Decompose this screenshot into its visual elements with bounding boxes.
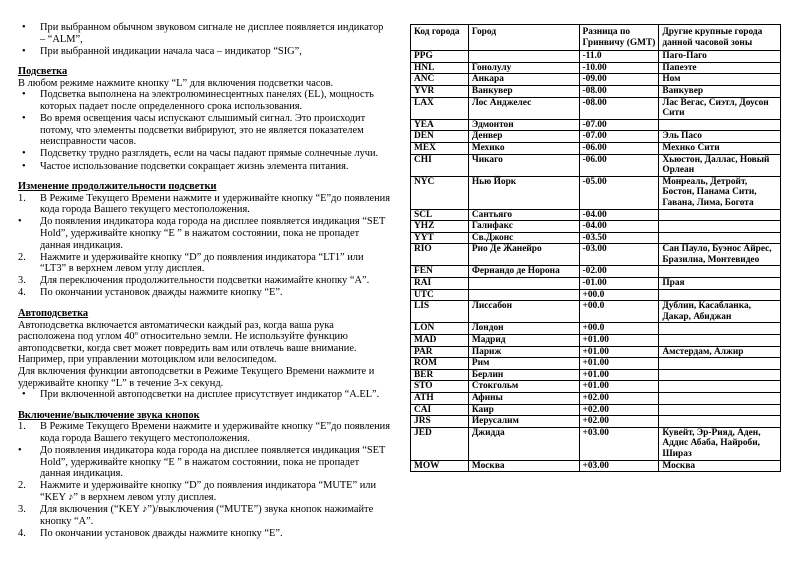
cell-city xyxy=(468,51,579,63)
cell-other-cities: Амстердам, Алжир xyxy=(659,346,781,358)
table-row xyxy=(411,131,781,143)
paragraph: В любом режиме нажмите кнопку “L” для включения подсветки часов. xyxy=(18,77,334,89)
cell-city-code: RAI xyxy=(411,278,469,290)
cell-city-code: PPG xyxy=(411,51,469,63)
section-heading-duration: Изменение продолжительности подсветки xyxy=(18,181,217,193)
cell-other-cities xyxy=(659,335,781,347)
table-row xyxy=(411,369,781,381)
step-text: До появления индикатора кода города на дисплее появляется индикация “SET Hold”, удерживайте кнопку “E ” в нажатом состоянии, пока не пропадет данная индикация. xyxy=(40,216,386,251)
cell-city-code: ROM xyxy=(411,358,469,370)
cell-city-code: FEN xyxy=(411,266,469,278)
cell-other-cities xyxy=(659,221,781,233)
step-text: По окончании установок дважды нажмите кнопку “E”. xyxy=(40,527,283,539)
list-item xyxy=(18,421,390,444)
cell-other-cities: Москва xyxy=(659,460,781,472)
step-number: 4. xyxy=(18,287,26,299)
cell-gmt-offset: +02.00 xyxy=(579,404,659,416)
intro-bullet-list xyxy=(18,22,390,57)
cell-gmt-offset: +00.0 xyxy=(579,323,659,335)
cell-city: Фернандо де Норона xyxy=(468,266,579,278)
cell-city-code: ATH xyxy=(411,393,469,405)
cell-gmt-offset: -07.00 xyxy=(579,119,659,131)
table-row xyxy=(411,176,781,209)
cell-city-code: MOW xyxy=(411,460,469,472)
cell-gmt-offset: -06.00 xyxy=(579,154,659,176)
table-row xyxy=(411,404,781,416)
cell-city xyxy=(468,289,579,301)
duration-step-list xyxy=(18,193,390,299)
cell-other-cities: Эль Пасо xyxy=(659,131,781,143)
cell-gmt-offset: +01.00 xyxy=(579,369,659,381)
cell-city: Св.Джонс xyxy=(468,232,579,244)
table-row xyxy=(411,266,781,278)
table-row xyxy=(411,278,781,290)
table-row xyxy=(411,289,781,301)
cell-city-code: PAR xyxy=(411,346,469,358)
cell-city-code: YYT xyxy=(411,232,469,244)
cell-city-code: LON xyxy=(411,323,469,335)
step-number: 1. xyxy=(18,421,26,433)
cell-other-cities xyxy=(659,416,781,428)
cell-city: Нью Йорк xyxy=(468,176,579,209)
cell-city-code: BER xyxy=(411,369,469,381)
table-row xyxy=(411,358,781,370)
list-item: • Во время освещения часы испускают слышимый сигнал. Это происходит потому, что элементы подсветки вибрируют, это не является показателем неисправности часов. xyxy=(18,113,390,148)
cell-gmt-offset: +01.00 xyxy=(579,381,659,393)
cell-city: Эдмонтон xyxy=(468,119,579,131)
cell-city: Гонолулу xyxy=(468,62,579,74)
cell-gmt-offset: -01.00 xyxy=(579,278,659,290)
cell-gmt-offset: +00.0 xyxy=(579,289,659,301)
cell-gmt-offset: -07.00 xyxy=(579,131,659,143)
cell-other-cities xyxy=(659,289,781,301)
list-item xyxy=(18,528,390,540)
table-row xyxy=(411,119,781,131)
cell-gmt-offset: +03.00 xyxy=(579,460,659,472)
list-item xyxy=(18,252,390,275)
table-row xyxy=(411,97,781,119)
section-heading-backlight: Подсветка xyxy=(18,66,68,78)
cell-city-code: RIO xyxy=(411,244,469,266)
cell-city: Париж xyxy=(468,346,579,358)
list-item xyxy=(18,216,390,251)
list-item: • При выбранном обычном звуковом сигнале не дисплее появляется индикатор – “ALM”, xyxy=(18,22,390,45)
cell-other-cities xyxy=(659,209,781,221)
table-row xyxy=(411,323,781,335)
cell-city-code: JED xyxy=(411,427,469,460)
cell-city: Каир xyxy=(468,404,579,416)
paragraph: Автоподсветка включается автоматически каждый раз, когда ваша рука расположена под углом 40º относительно земли. Не используйте функцию автоподсветки, когда свет может повредить вам или отвлечь ваше внимание. xyxy=(18,319,357,354)
cell-gmt-offset: +01.00 xyxy=(579,346,659,358)
cell-other-cities: Дублин, Касабланка, Дакар, Абиджан xyxy=(659,301,781,323)
table-row xyxy=(411,346,781,358)
cell-gmt-offset: -04.00 xyxy=(579,221,659,233)
cell-city: Чикаго xyxy=(468,154,579,176)
step-number: • xyxy=(18,216,22,228)
paragraph: Для включения функции автоподсветки в Режиме Текущего Времени нажмите и удерживайте кнопку “L” в течение 3-х секунд. xyxy=(18,366,375,389)
cell-other-cities: Прая xyxy=(659,278,781,290)
cell-city-code: YVR xyxy=(411,85,469,97)
auto-bullet-list xyxy=(18,389,390,401)
backlight-bullet-list xyxy=(18,89,390,172)
cell-other-cities xyxy=(659,232,781,244)
cell-gmt-offset: -03.00 xyxy=(579,244,659,266)
cell-gmt-offset: -08.00 xyxy=(579,85,659,97)
cell-city-code: MEX xyxy=(411,142,469,154)
table-row xyxy=(411,381,781,393)
cell-gmt-offset: -10.00 xyxy=(579,62,659,74)
cell-city: Иерусалим xyxy=(468,416,579,428)
cell-city: Берлин xyxy=(468,369,579,381)
step-number: 3. xyxy=(18,504,26,516)
cell-other-cities xyxy=(659,393,781,405)
step-text: Для переключения продолжительности подсветки нажимайте кнопку “A”. xyxy=(40,275,370,287)
cell-city-code: LAX xyxy=(411,97,469,119)
cell-gmt-offset: +02.00 xyxy=(579,393,659,405)
cell-gmt-offset: -06.00 xyxy=(579,142,659,154)
paragraph: Например, при управлении мотоциклом или велосипедом. xyxy=(18,354,277,366)
cell-gmt-offset: -02.00 xyxy=(579,266,659,278)
cell-city-code: ANC xyxy=(411,74,469,86)
step-number: 3. xyxy=(18,275,26,287)
list-item: • При включенной автоподсветки на дисплее присутствует индикатор “A.EL”. xyxy=(18,389,390,401)
cell-other-cities xyxy=(659,266,781,278)
cell-other-cities xyxy=(659,119,781,131)
cell-other-cities: Лас Вегас, Сиэтл, Доусон Сити xyxy=(659,97,781,119)
step-text: В Режиме Текущего Времени нажмите и удерживайте кнопку “E”до появления кода города Вашего текущего местоположения. xyxy=(40,421,390,444)
step-number: 2. xyxy=(18,251,26,263)
list-item xyxy=(18,504,390,527)
step-text: До появления индикатора кода города на дисплее появляется индикация “SET Hold”, удерживайте кнопку “E ” в нажатом состоянии, пока не пропадет данная индикация. xyxy=(40,445,386,480)
cell-city: Анкара xyxy=(468,74,579,86)
cell-city: Мадрид xyxy=(468,335,579,347)
cell-other-cities xyxy=(659,358,781,370)
cell-city-code: SCL xyxy=(411,209,469,221)
cell-other-cities xyxy=(659,323,781,335)
cell-city: Галифакс xyxy=(468,221,579,233)
header-other-cities: Другие крупные города данной часовой зоны xyxy=(659,25,781,51)
cell-city-code: DEN xyxy=(411,131,469,143)
cell-other-cities: Кувейт, Эр-Рияд, Аден, Аддис Абаба, Найроби, Шираз xyxy=(659,427,781,460)
list-item xyxy=(18,193,390,216)
table-row xyxy=(411,221,781,233)
cell-city-code: CHI xyxy=(411,154,469,176)
cell-gmt-offset: +00.0 xyxy=(579,301,659,323)
step-number: 1. xyxy=(18,192,26,204)
cell-other-cities xyxy=(659,381,781,393)
cell-city-code: YHZ xyxy=(411,221,469,233)
table-row xyxy=(411,416,781,428)
cell-city: Афины xyxy=(468,393,579,405)
cell-city: Лос Анджелес xyxy=(468,97,579,119)
cell-city-code: LIS xyxy=(411,301,469,323)
cell-city: Джидда xyxy=(468,427,579,460)
list-item xyxy=(18,480,390,503)
left-column xyxy=(18,22,390,540)
cell-gmt-offset: +03.00 xyxy=(579,427,659,460)
cell-other-cities: Папеэте xyxy=(659,62,781,74)
cell-city-code: NYC xyxy=(411,176,469,209)
cell-city-code: UTC xyxy=(411,289,469,301)
cell-other-cities: Сан Пауло, Буэнос Айрес, Бразилиа, Монтевидео xyxy=(659,244,781,266)
right-column xyxy=(410,24,781,472)
cell-gmt-offset: +02.00 xyxy=(579,416,659,428)
cell-gmt-offset: -04.00 xyxy=(579,209,659,221)
section-heading-auto: Автоподсветка xyxy=(18,308,89,320)
cell-city-code: CAI xyxy=(411,404,469,416)
table-body xyxy=(411,51,781,472)
cell-other-cities: Паго-Паго xyxy=(659,51,781,63)
step-text: По окончании установок дважды нажмите кнопку “E”. xyxy=(40,287,283,299)
table-row xyxy=(411,51,781,63)
cell-city: Денвер xyxy=(468,131,579,143)
step-number: 2. xyxy=(18,480,26,492)
cell-other-cities: Хьюстон, Даллас, Новый Орлеан xyxy=(659,154,781,176)
table-row xyxy=(411,301,781,323)
step-number: 4. xyxy=(18,527,26,539)
table-row xyxy=(411,335,781,347)
cell-city: Рио Де Жанейро xyxy=(468,244,579,266)
cell-gmt-offset: -11.0 xyxy=(579,51,659,63)
list-item: • Подсветку трудно разглядеть, если на часы падают прямые солнечные лучи. xyxy=(18,148,390,160)
step-text: В Режиме Текущего Времени нажмите и удерживайте кнопку “E”до появления кода города Вашего текущего местоположения. xyxy=(40,192,390,216)
cell-city-code: JRS xyxy=(411,416,469,428)
table-header-row xyxy=(411,25,781,51)
cell-city: Лондон xyxy=(468,323,579,335)
sound-step-list xyxy=(18,421,390,539)
table-row xyxy=(411,209,781,221)
list-item xyxy=(18,445,390,480)
cell-city-code: HNL xyxy=(411,62,469,74)
cell-other-cities: Ном xyxy=(659,74,781,86)
list-item xyxy=(18,275,390,287)
header-city-code: Код города xyxy=(411,25,469,51)
cell-gmt-offset: -08.00 xyxy=(579,97,659,119)
cell-gmt-offset: -09.00 xyxy=(579,74,659,86)
cell-gmt-offset: +01.00 xyxy=(579,358,659,370)
table-row xyxy=(411,74,781,86)
step-text: Для включения (“KEY ♪”)/выключения (“MUTE”) звука кнопок нажимайте кнопку “A”. xyxy=(40,504,374,527)
table-row xyxy=(411,427,781,460)
step-number: • xyxy=(18,445,22,457)
city-code-table xyxy=(410,24,781,472)
table-row xyxy=(411,393,781,405)
table-row xyxy=(411,232,781,244)
cell-city: Москва xyxy=(468,460,579,472)
cell-city-code: STO xyxy=(411,381,469,393)
cell-gmt-offset: -05.00 xyxy=(579,176,659,209)
header-gmt-offset: Разница по Гринвичу (GMT) xyxy=(579,25,659,51)
list-item xyxy=(18,287,390,299)
step-text: Нажмите и удерживайте кнопку “D” до появления индикатора “MUTE” или “KEY ♪” в верхнем левом углу дисплея. xyxy=(40,480,377,503)
table-row xyxy=(411,142,781,154)
cell-city xyxy=(468,278,579,290)
table-row xyxy=(411,85,781,97)
cell-city: Лиссабон xyxy=(468,301,579,323)
cell-city-code: YEA xyxy=(411,119,469,131)
cell-city: Мехико xyxy=(468,142,579,154)
header-city: Город xyxy=(468,25,579,51)
cell-city: Ванкувер xyxy=(468,85,579,97)
cell-other-cities: Монреаль, Детройт, Бостон, Панама Сити, Гавана, Лима, Богота xyxy=(659,176,781,209)
list-item: • Подсветка выполнена на электролюминесцентных панелях (EL), мощность которых падает после определенного срока использования. xyxy=(18,89,390,112)
cell-other-cities: Мехико Сити xyxy=(659,142,781,154)
cell-city: Сантьяго xyxy=(468,209,579,221)
cell-city: Стокгольм xyxy=(468,381,579,393)
list-item: • При выбранной индикации начала часа – индикатор “SIG”, xyxy=(18,46,390,58)
table-row xyxy=(411,244,781,266)
cell-gmt-offset: -03.50 xyxy=(579,232,659,244)
section-heading-sound: Включение/выключение звука кнопок xyxy=(18,409,200,421)
cell-city: Рим xyxy=(468,358,579,370)
cell-other-cities: Ванкувер xyxy=(659,85,781,97)
step-text: Нажмите и удерживайте кнопку “D” до появления индикатора “LT1” или “LT3” в верхнем левом углу дисплея. xyxy=(40,251,364,275)
table-row xyxy=(411,62,781,74)
cell-other-cities xyxy=(659,369,781,381)
cell-other-cities xyxy=(659,404,781,416)
list-item: • Частое использование подсветки сокращает жизнь элемента питания. xyxy=(18,161,390,173)
cell-city-code: MAD xyxy=(411,335,469,347)
table-row xyxy=(411,460,781,472)
table-row xyxy=(411,154,781,176)
cell-gmt-offset: +01.00 xyxy=(579,335,659,347)
